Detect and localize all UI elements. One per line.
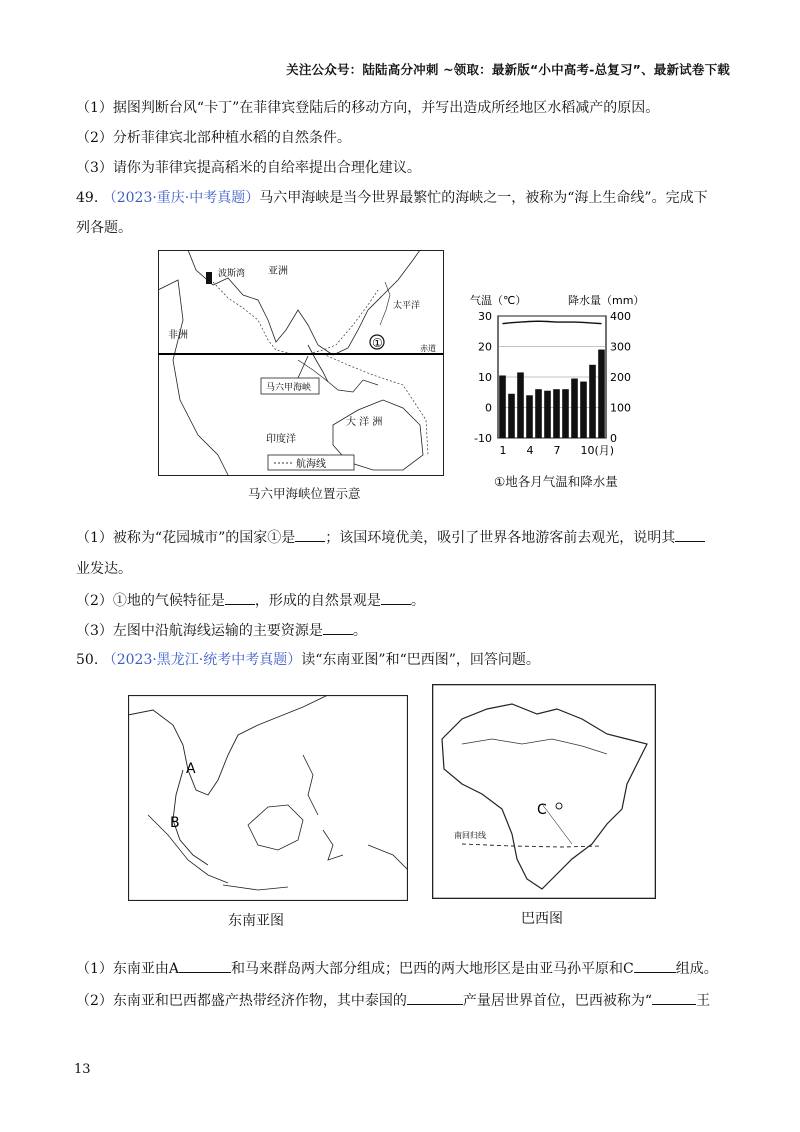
africa-label: 非洲	[168, 330, 188, 341]
q49-s2a: （2）①地的气候特征是	[76, 593, 225, 609]
precip-bar	[553, 389, 560, 438]
q50-s1b: 和马来群岛两大部分组成；巴西的两大地形区是由亚马孙平原和C	[231, 961, 634, 977]
blank-q50-brazil-title[interactable]	[652, 990, 696, 1005]
page-number: 13	[74, 1062, 91, 1077]
malacca-map-caption: 马六甲海峡位置示意	[248, 486, 361, 501]
precip-tick-label: 300	[610, 340, 631, 354]
temp-tick-label: 20	[478, 340, 492, 354]
q49-sub3	[76, 620, 367, 641]
precip-tick-label: 200	[610, 371, 631, 384]
temp-tick-label: -10	[474, 432, 492, 445]
q49-source: （2023·重庆·中考真题）	[102, 190, 260, 206]
temp-tick-label: 30	[478, 310, 492, 323]
q50-sub2	[76, 990, 710, 1011]
precip-bar	[526, 395, 533, 438]
q49-stem-line2: 列各题。	[76, 220, 132, 236]
tropic-label: 南回归线	[454, 831, 486, 840]
climate-chart	[466, 288, 648, 464]
q49-stem: 马六甲海峡是当今世界最繁忙的海峡之一，被称为“海上生命线”。完成下	[259, 190, 708, 206]
gulf-label: 波斯湾	[218, 269, 246, 279]
climate-chart-caption: ①地各月气温和降水量	[494, 474, 618, 489]
asia-label: 亚洲	[268, 266, 288, 277]
equator-label: 赤道	[420, 344, 436, 353]
month-tick-label: 1	[499, 444, 507, 457]
temp-axis-label: 气温（℃）	[470, 294, 527, 307]
q49-s3b: 。	[352, 623, 367, 639]
q49-s3a: （3）左图中沿航海线运输的主要资源是	[76, 623, 323, 639]
pacific-label: 太平洋	[393, 301, 421, 311]
q49-stem-line1	[76, 188, 708, 208]
q49-s1a: （1）被称为“花园城市”的国家①是	[76, 530, 296, 546]
oceania-label: 大 洋 洲	[346, 417, 383, 428]
precip-bar	[589, 365, 596, 438]
malacca-map	[158, 250, 444, 476]
blank-q49-landscape[interactable]	[381, 590, 411, 605]
precip-tick-label: 0	[610, 432, 617, 445]
legend-label: 航海线	[296, 459, 326, 470]
q49-sub2	[76, 590, 425, 611]
precip-tick-label: 400	[610, 310, 631, 323]
precip-bar	[571, 379, 578, 438]
q50-number: 50.	[76, 652, 99, 668]
marker-1-label: ①	[372, 336, 383, 350]
blank-q49-climate[interactable]	[225, 590, 255, 605]
month-tick-label: 7	[553, 444, 561, 457]
q49-s2b: ，形成的自然景观是	[254, 593, 381, 609]
label-c: C	[537, 802, 547, 818]
blank-q49-industry[interactable]	[675, 527, 705, 542]
page-header: 关注公众号：陆陆高分冲刺 ~领取：最新版“小中高考-总复习”、最新试卷下载	[286, 62, 730, 77]
indian-ocean-label: 印度洋	[266, 434, 296, 445]
precip-bar	[508, 394, 515, 438]
precip-bar	[580, 382, 587, 438]
q50-s2b: 产量居世界首位，巴西被称为“	[462, 993, 653, 1009]
q49-s2c: 。	[410, 593, 425, 609]
q49-sub1-line2: 业发达。	[76, 561, 132, 577]
precip-bar	[562, 389, 569, 438]
precip-bar	[517, 372, 524, 438]
q48-sub3: （3）请你为菲律宾提高稻米的自给率提出合理化建议。	[76, 160, 421, 176]
q49-number: 49.	[76, 190, 99, 206]
q50-stem	[76, 650, 540, 670]
precip-axis-label: 降水量（mm）	[568, 294, 645, 307]
q48-sub2: （2）分析菲律宾北部种植水稻的自然条件。	[76, 130, 351, 146]
month-tick-label: 10(月)	[580, 444, 615, 457]
label-a: A	[186, 761, 196, 777]
blank-q50-plateau[interactable]	[634, 958, 676, 973]
q50-s2a: （2）东南亚和巴西都盛产热带经济作物，其中泰国的	[76, 993, 407, 1009]
southeast-asia-map	[128, 695, 408, 901]
brazil-map-caption: 巴西图	[521, 911, 563, 927]
temp-tick-label: 10	[478, 371, 492, 384]
month-tick-label: 4	[526, 444, 534, 457]
blank-q49-country[interactable]	[295, 527, 325, 542]
q50-s1a: （1）东南亚由A	[76, 961, 180, 977]
q50-s2c: 王	[696, 993, 711, 1009]
blank-q49-resource[interactable]	[323, 620, 353, 635]
brazil-map	[432, 684, 656, 899]
precip-bar	[499, 375, 506, 438]
blank-q50-thai-crop[interactable]	[407, 990, 463, 1005]
temp-line	[503, 321, 602, 323]
q49-s1b: ；该国环境优美，吸引了世界各地游客前去观光，说明其	[325, 530, 676, 546]
precip-bar	[544, 391, 551, 438]
persian-gulf-marker	[206, 272, 212, 284]
q50-source: （2023·黑龙江·统考中考真题）	[102, 652, 302, 668]
q50-sub1	[76, 958, 718, 979]
precip-tick-label: 100	[610, 401, 631, 415]
precip-bar	[598, 350, 605, 438]
strait-label: 马六甲海峡	[266, 383, 312, 393]
label-b: B	[170, 815, 180, 831]
q49-sub1-line1	[76, 527, 705, 548]
q50-stem-text: 读“东南亚图”和“巴西图”，回答问题。	[301, 652, 540, 668]
q48-sub1: （1）据图判断台风“卡丁”在菲律宾登陆后的移动方向，并写出造成所经地区水稻减产的原因。	[76, 100, 660, 116]
temp-tick-label: 0	[485, 401, 492, 415]
q50-s1c: 组成。	[675, 961, 718, 977]
blank-q50-peninsula[interactable]	[179, 958, 231, 973]
sea-map-caption: 东南亚图	[228, 913, 284, 929]
precip-bar	[535, 389, 542, 438]
